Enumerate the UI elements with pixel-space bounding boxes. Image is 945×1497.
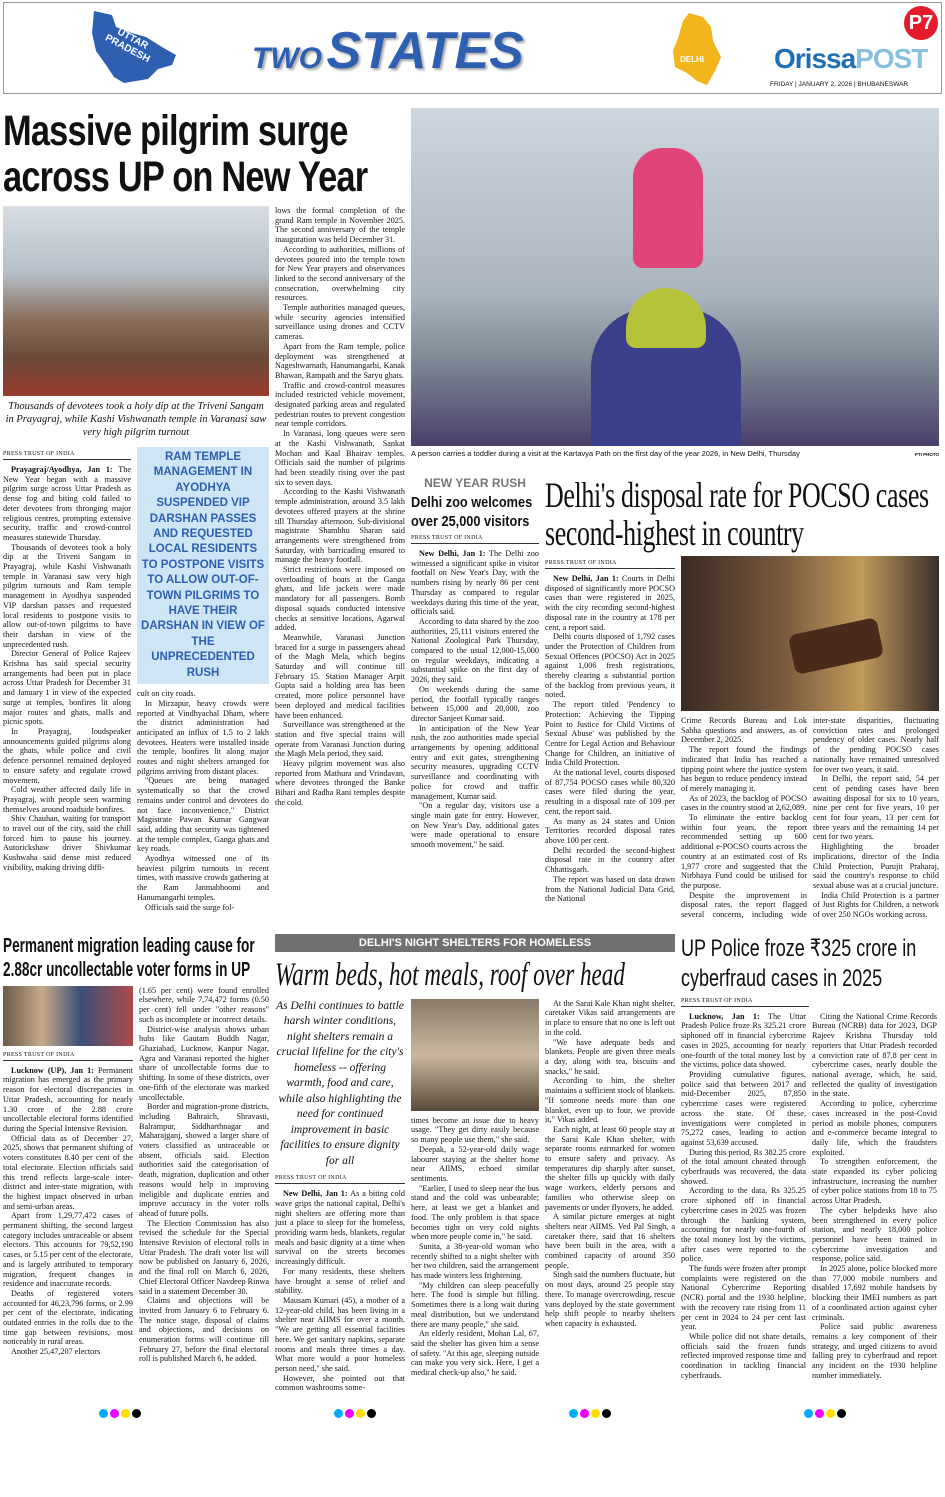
shelters-body-1 <box>275 1189 405 1393</box>
paragraph: However, she pointed out that common washrooms some- <box>275 1373 405 1393</box>
paragraph: The cyber helpdesks have also been strengthened in every police station, and nearly 18,000 police personnel have been trained in cybercrime investigation and response, police said. <box>812 1205 937 1264</box>
migration-columns <box>3 986 269 1364</box>
orissapost-logo <box>774 43 927 75</box>
kartavya-caption-row <box>411 449 939 458</box>
lead-story <box>3 108 405 912</box>
dateline: FRIDAY | JANUARY 2, 2026 | BHUBANESWAR <box>770 81 909 88</box>
migration-story <box>3 934 269 1364</box>
zoo-dateline: New Delhi, Jan 1: <box>419 549 486 558</box>
lead-sidebar-quote: RAM TEMPLE MANAGEMENT IN AYODHYA SUSPENDED VIP DARSHAN PASSES AND REQUESTED LOCAL RESIDENTS TO POSTPONE VISITS TO ALLOW OUT-OF-TOWN PILGRIMS TO HAVE THEIR DARSHAN IN VIEW OF THE UNPRECEDENTED RUSH <box>137 447 269 684</box>
shelter-photo <box>411 999 539 1111</box>
paragraph: Director General of Police Rajeev Krishna has said special security arrangements had been put in place across Uttar Pradesh for December 31 and January 1 in view of the expected surge at temples, bonfires lit along major routes and ghats, malls and picnic spots. <box>3 649 131 727</box>
paragraph: As many as 24 states and Union Territories recorded disposal rates above 100 per cent. <box>545 816 675 845</box>
cyber-headline: UP Police froze ₹325 crore in cyberfraud cases in 2025 <box>681 934 917 992</box>
paragraph: The report titled 'Pendency to Protection: Achieving the Tipping Point to Justice for Child Victims of Sexual Abuse' was published by the Centre for Legal Action and Behaviour Change for Children, an initiative of India Child Protection. <box>545 700 675 768</box>
paragraph: To eliminate the entire backlog within four years, the report recommended setting up 600 additional e-POCSO courts across the country at an estimated cost of Rs 1,977 crore and suggested that the Nirbhaya Fund could be utilised for the purpose. <box>681 813 807 890</box>
print-registration-marks <box>3 1403 942 1422</box>
cmyk-dots <box>803 1403 847 1422</box>
paragraph: An elderly resident, Mohan Lal, 67, said the shelter has given him a sense of safety. "At this age, sleeping outside can make you very sick. Here, I get a medical check-up also," he said. <box>411 1329 539 1378</box>
kartavya-path-photo <box>411 108 939 446</box>
cyber-byline: PRESS TRUST OF INDIA <box>681 998 809 1007</box>
pocso-body-1 <box>545 574 675 904</box>
cyber-body <box>681 1012 937 1381</box>
paragraph: In Delhi, the report said, 54 per cent of pending cases have been awaiting disposal for six to 10 years, nine per cent for five years, 10 per cent for four years, 13 per cent for three years and the remaining 14 per cent for two years. <box>813 774 939 842</box>
paragraph: Police said public awareness remains a key component of their strategy, and urged citizens to avoid falling prey to cyberfraud and report any incident on the 1930 helpline number immediately. <box>812 1322 937 1380</box>
pocso-story <box>545 476 939 920</box>
paragraph: Courts in Delhi disposed of significantly more POCSO cases than were registered in 2025, with the city recording second-highest disposal rate in the country at 178 per cent, a report said. <box>545 574 675 632</box>
paragraph: Thousands of devotees took a holy dip at the Triveni Sangam in Prayagraj, while Kashi Vishwanath temple in Varanasi saw very high pilgrim turnouts and Ram temple management in Ayodhya suspended VIP darshan passes and requested local residents to postpone visits to allow out-of-town pilgrims to have their darshan in view of the unprecedented rush. <box>3 542 131 649</box>
paragraph: Providing cumulative figures, police said that between 2017 and mid-December 2025, 87,850 cybercrime cases were registered across the state. Of these, investigations were completed in 75,272 cases, leading to action against 53,639 accused. <box>681 1069 806 1147</box>
paragraph: According to him, the shelter maintains a sufficient stock of blankets. "If someone needs more than one blanket, even up to four, we provide it," Vikas added. <box>545 1076 675 1125</box>
paragraph: Crime Records Bureau and Lok Sabha questions and answers, as of December 2, 2025. <box>681 716 807 745</box>
paragraph: India Child Protection is a partner of Just Rights for Children, a network of over 250 NGOs working across. <box>813 890 939 920</box>
paragraph: The Election Commission has also revised the schedule for the Special Intensive Revision of electoral rolls in Uttar Pradesh. The draft voter list will now be published on January 6, 2026, and the final roll on March 6, 2026, Chief Electoral Officer Navdeep Rinwa said in a statement December 30. <box>139 1218 269 1296</box>
zoo-body <box>411 549 539 850</box>
paragraph: As of 2023, the backlog of POCSO cases in the country stood at 2,62,089. <box>681 793 807 813</box>
page-number-badge: P7 <box>904 6 938 40</box>
paragraph: In anticipation of the New Year rush, the zoo authorities made special arrangements by opening additional entry and exit gates, strengthening security measures, upgrading CCTV surveillance and coordinating with police for crowd and traffic management, Kumar said. <box>411 723 539 801</box>
paragraph: (1.65 per cent) were found enrolled elsewhere, while 7,74,472 forms (0.50 per cent) fell under "other reasons" such as incomplete or incorrect details. <box>139 985 269 1024</box>
zoo-story <box>411 476 539 850</box>
shelters-body-2 <box>411 1116 539 1378</box>
migration-col-1 <box>3 986 133 1357</box>
paragraph: lows the formal completion of the grand Ram temple in November 2025. The second anniversary of the temple inauguration was held December 31. <box>275 206 405 245</box>
paragraph: Deepak, a 52-year-old daily wage labourer staying at the shelter home near AIIMS, echoed similar sentiments. <box>411 1144 539 1183</box>
cyber-headline-wrap <box>681 934 937 994</box>
shelters-headline: Warm beds, hot meals, roof over head <box>275 956 625 993</box>
delhi-map-icon <box>669 11 729 89</box>
shelters-col-2 <box>411 999 539 1378</box>
pocso-dateline: New Delhi, Jan 1: <box>553 574 619 583</box>
paragraph: Temple authorities managed queues, while security agencies intensified surveillance using drones and CCTV cameras. <box>275 303 405 342</box>
paragraph: Despite the improvement in disposal rates, the report flagged several concerns, including wide inter-state disparities, fluctuating conviction rates and prolonged pendency of older cases. Nearly half of the pending POCSO cases nationally have remained unresolved for over two years, it said. <box>681 716 939 920</box>
section-title <box>252 21 524 81</box>
shelters-dateline: New Delhi, Jan 1: <box>283 1189 348 1199</box>
paragraph: Cold weather affected daily life in Prayagraj, with people seen warming themselves around roadside bonfires. <box>3 785 131 814</box>
pocso-col-2 <box>681 556 939 920</box>
lead-body-left <box>3 465 131 873</box>
lead-headline: Massive pilgrim surge across UP on New Year <box>3 107 368 201</box>
migration-byline: PRESS TRUST OF INDIA <box>3 1052 133 1061</box>
migration-headline: Permanent migration leading cause for 2.88cr uncollectable voter forms in UP <box>3 934 255 981</box>
lead-columns <box>3 206 405 912</box>
paragraph: The report was based on data drawn from the National Judicial Data Grid, the National <box>545 874 675 904</box>
paragraph: According to the Kashi Vishwanath temple administration, around 3.5 lakh devotees offered prayers at the shrine till Thursday afternoon. Sub-divisional magistrate Shambhu Sharan said arrangements were strengthened from Saturday, with barricading ensured to manage the heavy footfall. <box>275 487 405 565</box>
shelters-col-1 <box>275 999 405 1393</box>
paragraph: Another 25,47,207 electors <box>11 1347 101 1357</box>
paragraph: "My children can sleep peacefully here. The food is simple but filling. Sometimes there is a long wait during meal distribution, but we understand there are many people," she said. <box>411 1280 539 1329</box>
gavel-photo <box>681 556 939 711</box>
paragraph: Surveillance was strengthened at the station and five special trains will operate from Varanasi Junction during the Magh Mela period, they said. <box>275 720 405 759</box>
paragraph: "Queues are being managed systematically so that the crowd remains under control and devotees do not face inconvenience," District Magistrate Pawan Kumar Gangwar said, adding that security was tightened at the temple complex, Ganga ghats and key roads. <box>137 776 269 854</box>
paragraph: During this period, Rs 382.25 crore of the total amount cheated through cyberfrauds was recovered, the data showed. <box>681 1147 806 1186</box>
lead-body-right <box>275 206 405 808</box>
paragraph: As a biting cold wave grips the national capital, Delhi's night shelters are offering more than just a place to sleep for the homeless, providing warm beds, blankets, regular meals and basic dignity at a time when survival on the streets becomes increasingly difficult. <box>275 1189 405 1267</box>
paragraph: times become an issue due to heavy usage. "They get dirty easily because so many people use them," she said. <box>411 1115 539 1145</box>
toddler-figure <box>633 148 703 268</box>
zoo-headline: Delhi zoo welcomes over 25,000 visitors <box>411 494 533 530</box>
paragraph: A similar picture emerges at night shelters near AIIMS. Ved Pal Singh, a caretaker there, said that 16 shelters have been built in the area, with a combined capacity of around 350 people. <box>545 1212 675 1270</box>
paragraph: To strengthen enforcement, the state expanded its cyber policing infrastructure, increasing the number of cyber police stations from 18 to 75 across Uttar Pradesh. <box>812 1157 937 1206</box>
paragraph: Officials said the surge fol- <box>145 902 235 912</box>
pocso-body-2 <box>681 716 939 920</box>
shelters-story <box>275 934 675 1393</box>
paragraph: Border and migration-prone districts, including Bahraich, Shravasti, Balrampur, Siddharthnagar and Maharajganj, showed a larger share of voters classified as untraceable or absent, officials said. Election authorities said the categorisation of death, migration, duplication and other reasons would help in improving ineligible and duplicate entries and improve accuracy in the voter rolls ahead of future polls. <box>139 1102 269 1218</box>
delhi-label: DELHI <box>680 55 704 64</box>
paragraph: Each night, at least 60 people stay at the Sarai Kale Khan shelter, with separate rooms earmarked for women to ensure safety and privacy. As temperatures dip sharply after sunset, the shelter fills up quickly with daily wage workers, elderly persons and families who otherwise sleep on pavements or under flyovers, he added. <box>545 1124 675 1212</box>
lead-body-mid <box>137 689 269 912</box>
paragraph: In Prayagraj, loudspeaker announcements guided pilgrims along the ghats, while police and civil defence personnel remained deployed to ensure safety and regulate crowd movement. <box>3 726 131 785</box>
lead-caption: Thousands of devotees took a holy dip at the Triveni Sangam in Prayagraj, while Kashi Vishwanath temple in Varanasi saw very high pilgrim turnout <box>5 401 267 438</box>
pocso-headline: Delhi's disposal rate for POCSO cases second-highest in country <box>545 475 929 553</box>
cmyk-dots <box>98 1403 142 1422</box>
paragraph: Traffic and crowd-control measures included restricted vehicle movement, designated parking areas and regulated pedestrian routes to prevent congestion near temple corridors. <box>275 380 405 429</box>
lead-left-area <box>3 206 269 912</box>
paragraph: In Varanasi, long queues were seen at the Kashi Vishwanath, Sankat Mochan and Kaal Bhairav temples. Officials said the number of pilgrims had been steadily rising over the past six to seven days. <box>275 429 405 487</box>
paragraph: According to data shared by the zoo authorities, 25,111 visitors entered the National Zoological Park Thursday, compared to the usual 12,000-15,000 on regular weekdays, indicating a substantial spike on the first day of 2026, they said. <box>411 616 539 685</box>
right-top-columns <box>411 476 939 920</box>
paragraph: The report found the findings indicated that India has reached a tipping point where the justice system has begun to reduce pendency instead of merely managing it. <box>681 745 807 793</box>
top-section <box>3 108 942 920</box>
photo-credit: PTI PHOTO <box>914 452 939 457</box>
lead-sub-columns <box>3 447 269 912</box>
paragraph: While police did not share details, officials said the frozen funds reflected improved response time and coordination in tackling financial cyberfrauds. <box>681 1331 806 1380</box>
pocso-col-1 <box>545 556 675 904</box>
paragraph: Meanwhile, Varanasi Junction braced for a surge in passengers ahead of the Magh Mela, which begins Saturday and will continue till February 15. Station Manager Arpit Gupta said a holding area has been created, more police personnel have been deployed and medical facilities have been enhanced. <box>275 632 405 720</box>
lead-headline-wrap <box>3 108 403 200</box>
cmyk-dots <box>568 1403 612 1422</box>
paragraph: Claims and objections will be invited from January 6 to February 6. The notice stage, disposal of claims and objections, and decisions on enumeration forms will continue till February 27, before the final electoral roll is published March 6, he added. <box>139 1296 269 1364</box>
shelters-columns <box>275 999 675 1393</box>
masthead <box>3 2 942 94</box>
shelters-headline-wrap <box>275 955 673 995</box>
paragraph: Strict restrictions were imposed on overloading of boats at the Ganga ghats, and life jackets were made mandatory for all passengers. Bomb disposal squads conducted intensive checks at sensitive locations, Agarwal added. <box>275 565 405 633</box>
up-label: UTTAR PRADESH <box>103 26 152 66</box>
headscarf <box>626 288 706 348</box>
migration-body-b <box>139 986 269 1364</box>
right-top-area <box>411 108 939 920</box>
paragraph: For many residents, these shelters have brought a sense of relief and stability. <box>275 1266 405 1296</box>
shelters-byline: PRESS TRUST OF INDIA <box>275 1175 405 1184</box>
lead-photo <box>3 206 269 396</box>
paragraph: In Mirzapur, heavy crowds were reported at Vindhyachal Dham, where the district administration had anticipated an influx of 1.5 to 2 lakh devotees. Heaters were installed inside the temple, bonfires lit along major routes and night shelters arranged for pilgrims arriving from distant places. <box>137 698 269 776</box>
paragraph: At the national level, courts disposed of 87,754 POCSO cases while 80,320 cases were filed during the year, resulting in a disposal rate of 109 per cent, the report said. <box>545 768 675 816</box>
migration-headline-wrap <box>3 934 268 982</box>
paragraph: Apart from 1,29,77,472 cases of permanent shifting, the second largest category includes untraceable or absent electors. This accounts for 79,52,190 cases, or 5.15 per cent of the electorate, and is largely attributed to temporary migration, frequent changes in residence and inaccurate records. <box>3 1211 133 1289</box>
paragraph: According to police, cybercrime cases increased in the post-Covid period as mobile phones, computers and e-commerce became integral to daily life, which the fraudsters exploited. <box>812 1099 937 1157</box>
paragraph: "On a regular day, visitors use a single main gate for entry. However, on New Year's Day, additional gates were made operational to ensure smooth movement," he said. <box>411 801 539 850</box>
cmyk-dots <box>333 1403 377 1422</box>
shelters-banner: DELHI'S NIGHT SHELTERS FOR HOMELESS <box>275 934 675 952</box>
paragraph: Shiv Chauhan, waiting for transport to travel out of the city, said the chill forced him to pause his journey. Autorickshaw driver Shivkumar Kushwaha said dense mist reduced visibility, making driving diffi- <box>3 814 131 872</box>
cyber-story <box>681 934 937 1381</box>
paragraph: Delhi recorded the second-highest disposal rate in the country after Chhattisgarh. <box>545 845 675 875</box>
paragraph: Official data as of December 27, 2025, shows that permanent shifting of voters constitutes 8.40 per cent of the total electorate. Election officials said this trend reflects large-scale inter-district and inter-state migration, with the highest impact observed in urban and semi-urban areas. <box>3 1133 133 1211</box>
zoo-headline-wrap <box>411 493 539 531</box>
paragraph: The funds were frozen after prompt complaints were registered on the National Cybercrime Reporting (NCR) portal and the 1930 helpline, with the recovery rate rising from 11 per cent in 2024 to 24 per cent last year. <box>681 1264 806 1332</box>
paragraph: District-wise analysis shows urban hubs like Gautam Buddh Nagar, Ghaziabad, Lucknow, Kanpur Nagar, Agra and Varanasi reported the higher share of uncollectable forms due to shifting. In some of these districts, over one-fifth of the electorate was marked uncollectable. <box>139 1024 269 1102</box>
paragraph: Highlighting the broader implications, director of the India Child Protection, Purujit Praharaj, said the country's response to child sexual abuse was at a crucial juncture. <box>813 842 939 890</box>
paragraph: "Earlier, I used to sleep near the bus stand and the cold was unbearable; here, at least we get a blanket and food. The only problem is that space becomes tight on very cold nights when more people come in," he said. <box>411 1183 539 1242</box>
paragraph: Deaths of registered voters accounted for 46,23,796 forms, or 2.99 per cent of the electorate, indicating outdated entries in the rolls due to the time gap between revisions, most noticeably in rural areas. <box>3 1288 133 1347</box>
shelters-body-3 <box>545 999 675 1329</box>
paragraph: cult on city roads. <box>137 689 196 699</box>
kartavya-caption: A person carries a toddler during a visit at the Kartavya Path on the first day of the year 2026, in New Delhi, Thursday <box>411 449 800 458</box>
pocso-byline: PRESS TRUST OF INDIA <box>545 560 675 569</box>
cyber-dateline: Lucknow, Jan 1: <box>689 1011 760 1021</box>
title-small: TWO <box>252 42 322 75</box>
paragraph: Ayodhya witnessed one of its heaviest pilgrim turnouts in recent times, with massive crowds gathering at the Ram Janmabhoomi and Hanumangarhi temples. <box>137 854 269 902</box>
brand-a: Orissa <box>774 43 856 74</box>
migration-dateline: Lucknow (UP), Jan 1: <box>11 1065 94 1075</box>
paragraph: Singh said the numbers fluctuate, but on most days, around 25 people stay there. To manage overcrowding, rescue vans deployed by the state government help shift people to nearby shelters when capacity is exhausted. <box>545 1270 675 1328</box>
voters-photo <box>3 986 133 1046</box>
migration-body-a <box>3 1066 133 1357</box>
brand-b: POST <box>855 43 928 74</box>
pocso-columns <box>545 556 939 920</box>
title-big: STATES <box>326 22 524 80</box>
paragraph: Sunita, a 38-year-old woman who recently shifted to a night shelter with her two children, said the arrangement has made winters less frightening. <box>411 1241 539 1281</box>
paragraph: Mausam Kumari (45), a mother of a 12-year-old child, has been living in a shelter near AIIMS for over a month. "We are getting all essential facilities here. We get sanitary napkins, separate rooms and meals three times a day. What more would a poor homeless person need," she said. <box>275 1296 405 1373</box>
lead-byline: PRESS TRUST OF INDIA <box>3 451 131 460</box>
shelters-intro: As Delhi continues to battle harsh winter conditions, night shelters remain a crucial lifeline for the city's homeless -- offering warmth, food and care, while also highlighting the need for continued improvement in basic facilities to ensure dignity for all <box>276 999 404 1167</box>
paragraph: The Delhi zoo witnessed a significant spike in visitor footfall on New Year's Day, with the numbers rising by nearly 86 per cent Thursday as compared to regular weekdays during this time of the year, officials said. <box>411 549 539 617</box>
paragraph: According to the data, Rs 325.25 crore siphoned off in financial cybercrime cases in 2025 was frozen through the banking system, accounting for nearly one-fourth of the total money lost by the victims, after cases were reported to the police. <box>681 1186 806 1264</box>
pocso-headline-wrap <box>545 476 937 552</box>
zoo-byline: PRESS TRUST OF INDIA <box>411 535 539 544</box>
paragraph: Citing the National Crime Records Bureau (NCRB) data for 2023, DGP Rajeev Krishna Thursday told reporters that Uttar Pradesh recorded a conviction rate of 87.8 per cent in cybercrime cases, nearly double the national average, which, he said, reflected the quality of investigation in the state. <box>812 1011 937 1099</box>
paragraph: The New Year began with a massive pilgrim surge across Uttar Pradesh as dense fog and biting cold failed to deter devotees from thronging major religious centres, prompting extensive security, traffic and crowd-control measures statewide Thursday. <box>3 465 131 542</box>
paragraph: On weekends during the same period, the footfall typically ranges between 15,000 and 20,000, zoo director Sanjeet Kumar said. <box>411 684 539 723</box>
paragraph: At the Sarai Kale Khan night shelter, caretaker Vikas said arrangements are in place to ensure that no one is left out in the cold. <box>545 998 675 1037</box>
lead-col-1 <box>3 447 131 873</box>
paragraph: "We have adequate beds and blankets. People are given three meals a day, along with tea, biscuits and snacks," he said. <box>545 1037 675 1076</box>
lead-dateline: Prayagraj/Ayodhya, Jan 1: <box>11 465 113 474</box>
paragraph: Apart from the Ram temple, police deployment was strengthened at Nageshwarnath, Hanumangarhi, Kanak Bhawan, Rampath and the Saryu ghats. <box>275 341 405 380</box>
paragraph: According to authorities, millions of devotees poured into the temple town for New Year prayers and observances linked to the second anniversary of the consecration, overwhelming city resources. <box>275 244 405 303</box>
zoo-kicker: NEW YEAR RUSH <box>424 476 526 490</box>
paragraph: The Uttar Pradesh Police froze Rs 325.21 crore siphoned off in financial cybercrime cases in 2025, accounting for nearly one-fourth of the total money lost by the victims, police data showed. <box>681 1011 806 1070</box>
paragraph: Permanent migration has emerged as the primary reason for electoral discrepancies in Uttar Pradesh, accounting for nearly 1.30 crore of the 2.88 crore uncollectable electoral forms identified during the Special Intensive Revision. <box>3 1065 133 1133</box>
gavel-head <box>788 617 884 675</box>
paragraph: Delhi courts disposed of 1,792 cases under the Protection of Children from Sexual Offences (POCSO) Act in 2025 against 1,006 fresh registrations, thereby clearing a substantial portion of the backlog from previous years, it noted. <box>545 632 675 700</box>
bottom-section <box>3 934 942 1393</box>
paragraph: In 2025 alone, police blocked more than 77,000 mobile numbers and disabled 17,692 mobile handsets by blocking their IMEI numbers as part of a coordinated action against cyber criminals. <box>812 1264 937 1322</box>
lead-col-2 <box>137 447 269 912</box>
paragraph: Heavy pilgrim movement was also reported from Mathura and Vrindavan, where devotees thronged the Banke Bihari and Radha Rani temples despite the cold. <box>275 759 405 807</box>
